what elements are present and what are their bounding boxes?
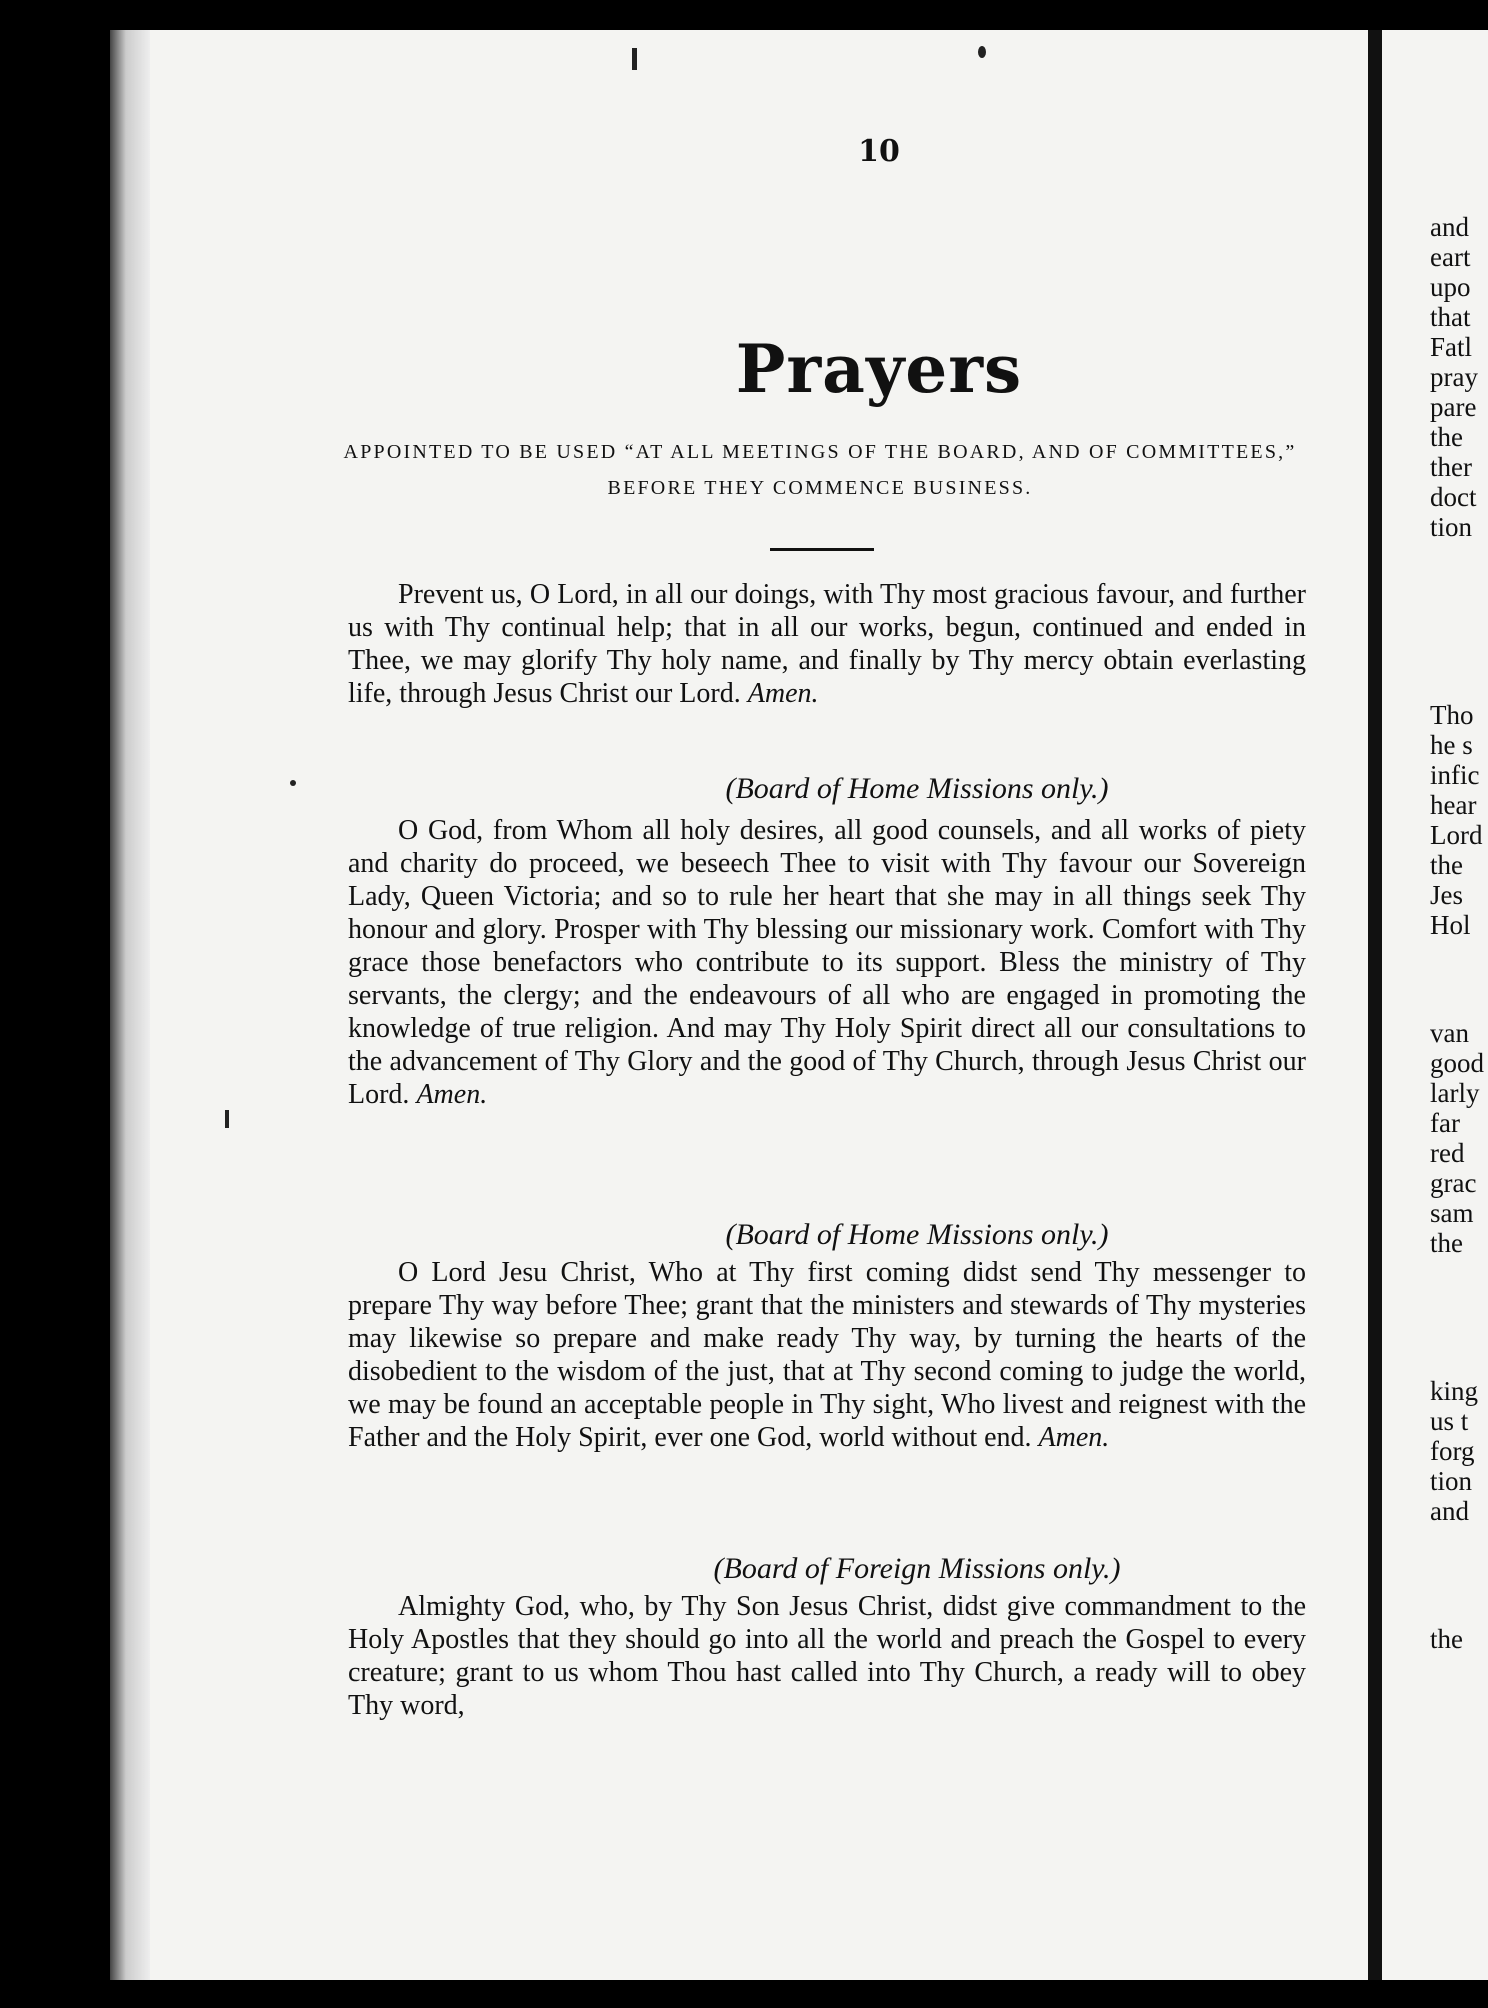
- adjacent-page-fragment: doct: [1430, 482, 1477, 512]
- adjacent-page-fragment: forg: [1430, 1436, 1475, 1466]
- prayer-2-amen: Amen.: [416, 1079, 488, 1110]
- adjacent-page-fragment: the: [1430, 850, 1463, 880]
- page-left-edge: [110, 30, 150, 1980]
- prayer-2: [348, 814, 1306, 1111]
- adjacent-page-fragment: Lord: [1430, 820, 1483, 850]
- prayer-4-heading: (Board of Foreign Missions only.): [713, 1552, 1121, 1585]
- ink-speck: [225, 1110, 229, 1128]
- adjacent-page-fragment: red: [1430, 1138, 1465, 1168]
- adjacent-page-fragment: that: [1430, 302, 1471, 332]
- adjacent-page-fragment: and: [1430, 212, 1469, 242]
- prayer-4-text: Almighty God, who, by Thy Son Jesus Christ, didst give commandment to the Holy Apostles that they should go into all the world and preach the Gospel to every creature; grant to us whom Thou hast called into Thy Church, a ready will to obey Thy word,: [348, 1591, 1306, 1721]
- page-subtitle: APPOINTED TO BE USED “AT ALL MEETINGS OF THE BOARD, AND OF COMMITTEES,” BEFORE THEY COMMENCE BUSINESS.: [343, 441, 1297, 499]
- ink-speck: [978, 46, 986, 58]
- adjacent-page-fragment: hear: [1430, 790, 1477, 820]
- adjacent-page-fragment: upo: [1430, 272, 1471, 302]
- adjacent-page-fragment: Jes: [1430, 880, 1463, 910]
- adjacent-page-fragment: pare: [1430, 392, 1477, 422]
- adjacent-page-fragment: ther: [1430, 452, 1472, 482]
- ink-speck: [632, 48, 637, 70]
- adjacent-page-fragment: larly: [1430, 1078, 1480, 1108]
- ink-speck: [290, 780, 296, 786]
- prayer-3-amen: Amen.: [1038, 1422, 1110, 1453]
- adjacent-page-fragment: infic: [1430, 760, 1480, 790]
- prayer-2-text: O God, from Whom all holy desires, all good counsels, and all works of piety and charity do proceed, we beseech Thee to visit with Thy favour our Sovereign Lady, Queen Victoria; and so to rule her heart that she may in all things seek Thy honour and glory. Prosper with Thy blessing our missionary work. Comfort with Thy grace those benefactors who contribute to its support. Bless the ministry of Thy servants, the clergy; and the endeavours of all who are engaged in promoting the knowledge of true religion. And may Thy Holy Spirit direct all our consultations to the advancement of Thy Glory and the good of Thy Church, through Jesus Christ our Lord.: [348, 815, 1306, 1110]
- page-number: 10: [858, 134, 900, 169]
- page-gutter: [1368, 30, 1382, 1980]
- prayer-3-heading: (Board of Home Missions only.): [725, 1218, 1109, 1251]
- adjacent-page-fragment: Fatl: [1430, 332, 1473, 362]
- adjacent-page-fragment: van: [1430, 1018, 1469, 1048]
- adjacent-page-fragment: Hol: [1430, 910, 1471, 940]
- adjacent-page-fragment: tion: [1430, 512, 1473, 542]
- adjacent-page-fragment: he s: [1430, 730, 1473, 760]
- prayer-1-text: Prevent us, O Lord, in all our doings, with Thy most gracious favour, and further us with Thy continual help; that in all our works, begun, continued and ended in Thee, we may glorify Thy holy name, and finally by Thy mercy obtain everlasting life, through Jesus Christ our Lord.: [348, 579, 1306, 709]
- adjacent-page-fragment: king: [1430, 1376, 1479, 1406]
- prayer-1: [348, 578, 1306, 710]
- prayer-3: [348, 1256, 1306, 1454]
- adjacent-page-fragment: good: [1430, 1048, 1484, 1078]
- adjacent-page-fragment: the: [1430, 1624, 1463, 1654]
- adjacent-page-fragment: eart: [1430, 242, 1471, 272]
- prayer-2-heading: (Board of Home Missions only.): [725, 772, 1109, 805]
- adjacent-page-fragment: tion: [1430, 1466, 1473, 1496]
- adjacent-page-fragment: sam: [1430, 1198, 1474, 1228]
- title-divider: [770, 548, 874, 551]
- page-title: Prayers: [735, 330, 1023, 408]
- adjacent-page-fragment: far: [1430, 1108, 1460, 1138]
- adjacent-page-fragment: grac: [1430, 1168, 1477, 1198]
- prayer-1-amen: Amen.: [747, 678, 819, 709]
- adjacent-page-fragment: Tho: [1430, 700, 1474, 730]
- prayer-3-text: O Lord Jesu Christ, Who at Thy first coming didst send Thy messenger to prepare Thy way before Thee; grant that the ministers and stewards of Thy mysteries may likewise so prepare and make ready Thy way, by turning the hearts of the disobedient to the wisdom of the just, that at Thy second coming to judge the world, we may be found an acceptable people in Thy sight, Who livest and reignest with the Father and the Holy Spirit, ever one God, world without end.: [348, 1257, 1306, 1453]
- adjacent-page-fragment: and: [1430, 1496, 1469, 1526]
- adjacent-page: [1382, 30, 1488, 1980]
- adjacent-page-fragment: the: [1430, 1228, 1463, 1258]
- adjacent-page-fragment: us t: [1430, 1406, 1469, 1436]
- adjacent-page-fragment: the: [1430, 422, 1463, 452]
- adjacent-page-fragment: pray: [1430, 362, 1478, 392]
- prayer-4: [348, 1590, 1306, 1722]
